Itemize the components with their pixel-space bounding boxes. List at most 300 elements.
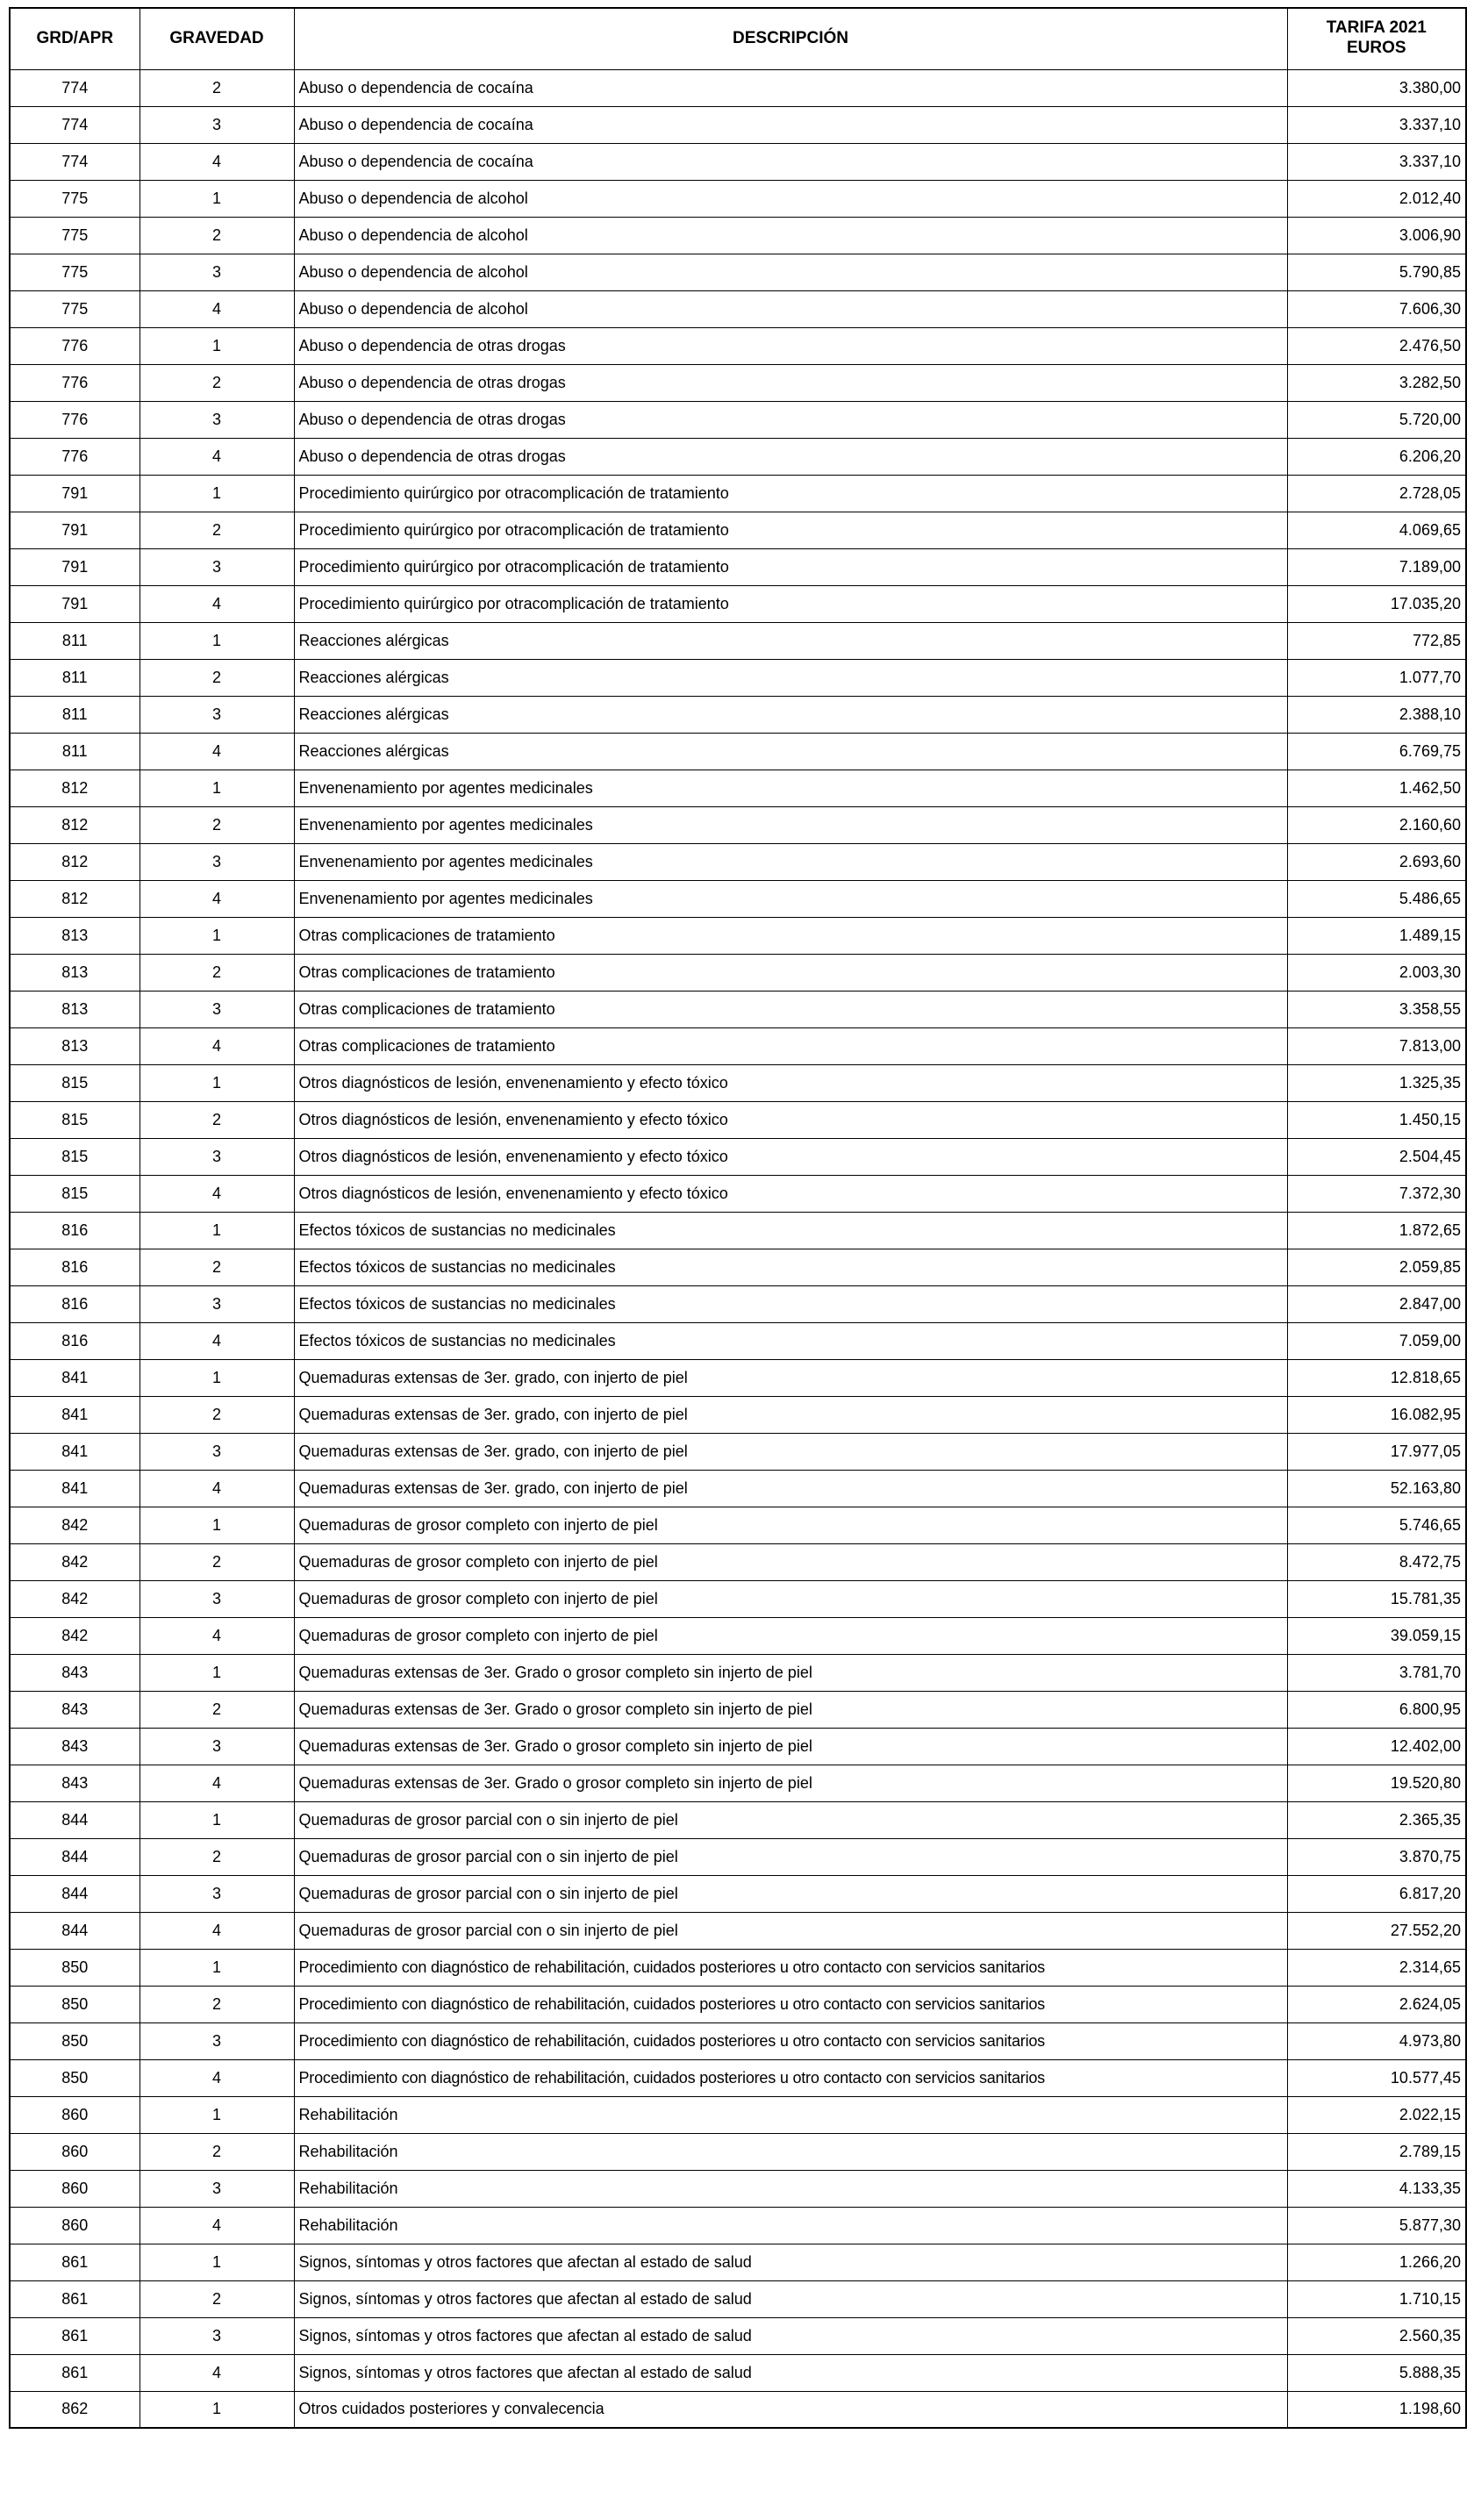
descripcion-cell: Envenenamiento por agentes medicinales: [294, 770, 1287, 806]
table-row: [10, 1212, 1466, 1249]
tarifa-cell: 3.282,50: [1287, 364, 1466, 401]
table-row: [10, 1765, 1466, 1801]
table-row: [10, 2280, 1466, 2317]
header-grd-apr-label: GRD/APR: [36, 28, 114, 47]
descripcion-cell: Abuso o dependencia de alcohol: [294, 180, 1287, 217]
gravedad-cell: 4: [140, 290, 294, 327]
grd-apr-cell: 775: [10, 254, 140, 290]
grd-apr-cell: 815: [10, 1138, 140, 1175]
tarifa-cell: 772,85: [1287, 622, 1466, 659]
table-row: [10, 806, 1466, 843]
gravedad-cell: 3: [140, 696, 294, 733]
table-row: [10, 2133, 1466, 2170]
tarifa-cell: 6.817,20: [1287, 1875, 1466, 1912]
grd-apr-cell: 850: [10, 1986, 140, 2022]
table-row: [10, 1138, 1466, 1175]
tarifa-cell: 2.624,05: [1287, 1986, 1466, 2022]
header-descripcion-label: DESCRIPCIÓN: [733, 28, 848, 47]
gravedad-cell: 3: [140, 1433, 294, 1470]
gravedad-cell: 3: [140, 1285, 294, 1322]
table-row: [10, 1175, 1466, 1212]
grd-apr-cell: 815: [10, 1101, 140, 1138]
gravedad-cell: 2: [140, 217, 294, 254]
grd-apr-cell: 813: [10, 917, 140, 954]
gravedad-cell: 1: [140, 475, 294, 512]
descripcion-cell: Abuso o dependencia de otras drogas: [294, 438, 1287, 475]
table-row: [10, 1027, 1466, 1064]
tarifa-cell: 39.059,15: [1287, 1617, 1466, 1654]
table-row: [10, 512, 1466, 548]
grd-apr-cell: 861: [10, 2354, 140, 2391]
descripcion-cell: Procedimiento con diagnóstico de rehabilitación, cuidados posteriores u otro contacto con servicios sanitarios: [294, 2059, 1287, 2096]
tarifa-cell: 12.402,00: [1287, 1728, 1466, 1765]
table-row: [10, 180, 1466, 217]
grd-apr-cell: 815: [10, 1175, 140, 1212]
table-row: [10, 1285, 1466, 1322]
table-row: [10, 1543, 1466, 1580]
gravedad-cell: 2: [140, 364, 294, 401]
grd-apr-cell: 811: [10, 622, 140, 659]
descripcion-cell: Procedimiento quirúrgico por otracomplicación de tratamiento: [294, 585, 1287, 622]
descripcion-cell: Abuso o dependencia de alcohol: [294, 254, 1287, 290]
descripcion-cell: Quemaduras de grosor parcial con o sin injerto de piel: [294, 1838, 1287, 1875]
gravedad-cell: 4: [140, 143, 294, 180]
table-row: [10, 1801, 1466, 1838]
tarifa-cell: 2.022,15: [1287, 2096, 1466, 2133]
grd-apr-cell: 860: [10, 2207, 140, 2244]
gravedad-cell: 2: [140, 2133, 294, 2170]
tarifa-cell: 3.870,75: [1287, 1838, 1466, 1875]
header-gravedad-label: GRAVEDAD: [169, 28, 264, 47]
gravedad-cell: 4: [140, 1617, 294, 1654]
descripcion-cell: Procedimiento quirúrgico por otracomplicación de tratamiento: [294, 548, 1287, 585]
gravedad-cell: 4: [140, 2059, 294, 2096]
gravedad-cell: 4: [140, 1175, 294, 1212]
table-row: [10, 438, 1466, 475]
gravedad-cell: 2: [140, 1986, 294, 2022]
gravedad-cell: 1: [140, 770, 294, 806]
gravedad-cell: 2: [140, 1691, 294, 1728]
descripcion-cell: Procedimiento con diagnóstico de rehabilitación, cuidados posteriores u otro contacto con servicios sanitarios: [294, 2022, 1287, 2059]
tarifa-cell: 7.813,00: [1287, 1027, 1466, 1064]
descripcion-cell: Otras complicaciones de tratamiento: [294, 1027, 1287, 1064]
table-row: [10, 1691, 1466, 1728]
header-gravedad: [140, 8, 294, 69]
descripcion-cell: Procedimiento con diagnóstico de rehabilitación, cuidados posteriores u otro contacto con servicios sanitarios: [294, 1949, 1287, 1986]
gravedad-cell: 3: [140, 1728, 294, 1765]
table-row: [10, 2096, 1466, 2133]
grd-apr-cell: 816: [10, 1212, 140, 1249]
table-row: [10, 2317, 1466, 2354]
table-row: [10, 880, 1466, 917]
tarifa-cell: 6.206,20: [1287, 438, 1466, 475]
gravedad-cell: 2: [140, 1543, 294, 1580]
tarifa-cell: 4.973,80: [1287, 2022, 1466, 2059]
tarifa-cell: 1.198,60: [1287, 2391, 1466, 2428]
descripcion-cell: Procedimiento con diagnóstico de rehabilitación, cuidados posteriores u otro contacto con servicios sanitarios: [294, 1986, 1287, 2022]
descripcion-cell: Otros diagnósticos de lesión, envenenamiento y efecto tóxico: [294, 1175, 1287, 1212]
descripcion-cell: Quemaduras extensas de 3er. grado, con injerto de piel: [294, 1470, 1287, 1507]
header-tarifa-line2: EUROS: [1346, 39, 1406, 58]
table-row: [10, 548, 1466, 585]
grd-apr-cell: 812: [10, 843, 140, 880]
descripcion-cell: Abuso o dependencia de alcohol: [294, 290, 1287, 327]
descripcion-cell: Quemaduras de grosor parcial con o sin injerto de piel: [294, 1801, 1287, 1838]
table-row: [10, 106, 1466, 143]
tarifa-cell: 1.872,65: [1287, 1212, 1466, 1249]
tarifa-cell: 12.818,65: [1287, 1359, 1466, 1396]
tarifa-cell: 1.710,15: [1287, 2280, 1466, 2317]
grd-apr-cell: 791: [10, 548, 140, 585]
descripcion-cell: Envenenamiento por agentes medicinales: [294, 880, 1287, 917]
grd-apr-cell: 813: [10, 954, 140, 991]
gravedad-cell: 4: [140, 1912, 294, 1949]
descripcion-cell: Quemaduras extensas de 3er. grado, con injerto de piel: [294, 1359, 1287, 1396]
gravedad-cell: 2: [140, 69, 294, 106]
tarifa-cell: 2.012,40: [1287, 180, 1466, 217]
gravedad-cell: 4: [140, 1470, 294, 1507]
gravedad-cell: 3: [140, 1875, 294, 1912]
tarifa-cell: 2.059,85: [1287, 1249, 1466, 1285]
descripcion-cell: Otros cuidados posteriores y convalecencia: [294, 2391, 1287, 2428]
descripcion-cell: Efectos tóxicos de sustancias no medicinales: [294, 1212, 1287, 1249]
grd-apr-cell: 841: [10, 1396, 140, 1433]
tarifa-cell: 2.003,30: [1287, 954, 1466, 991]
grd-apr-cell: 860: [10, 2170, 140, 2207]
tariff-table: [9, 7, 1467, 2429]
gravedad-cell: 4: [140, 1765, 294, 1801]
table-row: [10, 254, 1466, 290]
table-row: [10, 1470, 1466, 1507]
gravedad-cell: 3: [140, 254, 294, 290]
gravedad-cell: 1: [140, 917, 294, 954]
grd-apr-cell: 844: [10, 1875, 140, 1912]
grd-apr-cell: 843: [10, 1765, 140, 1801]
descripcion-cell: Quemaduras extensas de 3er. Grado o grosor completo sin injerto de piel: [294, 1765, 1287, 1801]
table-row: [10, 585, 1466, 622]
grd-apr-cell: 843: [10, 1728, 140, 1765]
gravedad-cell: 1: [140, 2391, 294, 2428]
tarifa-cell: 2.504,45: [1287, 1138, 1466, 1175]
tarifa-cell: 2.388,10: [1287, 696, 1466, 733]
descripcion-cell: Otros diagnósticos de lesión, envenenamiento y efecto tóxico: [294, 1064, 1287, 1101]
table-row: [10, 69, 1466, 106]
gravedad-cell: 3: [140, 401, 294, 438]
descripcion-cell: Quemaduras de grosor completo con injerto de piel: [294, 1580, 1287, 1617]
tarifa-cell: 1.489,15: [1287, 917, 1466, 954]
table-row: [10, 2354, 1466, 2391]
gravedad-cell: 4: [140, 1322, 294, 1359]
table-row: [10, 917, 1466, 954]
tarifa-cell: 1.077,70: [1287, 659, 1466, 696]
gravedad-cell: 4: [140, 733, 294, 770]
grd-apr-cell: 816: [10, 1285, 140, 1322]
descripcion-cell: Reacciones alérgicas: [294, 733, 1287, 770]
table-row: [10, 1396, 1466, 1433]
gravedad-cell: 3: [140, 548, 294, 585]
table-row: [10, 401, 1466, 438]
descripcion-cell: Rehabilitación: [294, 2170, 1287, 2207]
gravedad-cell: 4: [140, 1027, 294, 1064]
gravedad-cell: 1: [140, 180, 294, 217]
grd-apr-cell: 812: [10, 806, 140, 843]
gravedad-cell: 1: [140, 622, 294, 659]
table-row: [10, 1359, 1466, 1396]
grd-apr-cell: 791: [10, 585, 140, 622]
grd-apr-cell: 774: [10, 143, 140, 180]
descripcion-cell: Quemaduras extensas de 3er. Grado o grosor completo sin injerto de piel: [294, 1728, 1287, 1765]
descripcion-cell: Quemaduras de grosor completo con injerto de piel: [294, 1543, 1287, 1580]
descripcion-cell: Signos, síntomas y otros factores que afectan al estado de salud: [294, 2317, 1287, 2354]
table-row: [10, 843, 1466, 880]
table-row: [10, 1912, 1466, 1949]
gravedad-cell: 1: [140, 1801, 294, 1838]
table-row: [10, 1101, 1466, 1138]
descripcion-cell: Efectos tóxicos de sustancias no medicinales: [294, 1249, 1287, 1285]
gravedad-cell: 2: [140, 659, 294, 696]
grd-apr-cell: 844: [10, 1912, 140, 1949]
table-row: [10, 770, 1466, 806]
grd-apr-cell: 841: [10, 1433, 140, 1470]
grd-apr-cell: 844: [10, 1838, 140, 1875]
table-row: [10, 954, 1466, 991]
tarifa-cell: 17.035,20: [1287, 585, 1466, 622]
grd-apr-cell: 813: [10, 1027, 140, 1064]
descripcion-cell: Abuso o dependencia de cocaína: [294, 106, 1287, 143]
tarifa-cell: 15.781,35: [1287, 1580, 1466, 1617]
gravedad-cell: 1: [140, 2096, 294, 2133]
table-row: [10, 1875, 1466, 1912]
tarifa-cell: 2.365,35: [1287, 1801, 1466, 1838]
tarifa-cell: 10.577,45: [1287, 2059, 1466, 2096]
gravedad-cell: 3: [140, 991, 294, 1027]
descripcion-cell: Signos, síntomas y otros factores que afectan al estado de salud: [294, 2354, 1287, 2391]
table-row: [10, 327, 1466, 364]
grd-apr-cell: 776: [10, 364, 140, 401]
grd-apr-cell: 842: [10, 1617, 140, 1654]
tarifa-cell: 8.472,75: [1287, 1543, 1466, 1580]
gravedad-cell: 4: [140, 880, 294, 917]
gravedad-cell: 4: [140, 438, 294, 475]
gravedad-cell: 4: [140, 2354, 294, 2391]
grd-apr-cell: 842: [10, 1580, 140, 1617]
gravedad-cell: 2: [140, 2280, 294, 2317]
gravedad-cell: 1: [140, 1212, 294, 1249]
descripcion-cell: Abuso o dependencia de cocaína: [294, 69, 1287, 106]
descripcion-cell: Quemaduras de grosor parcial con o sin injerto de piel: [294, 1875, 1287, 1912]
grd-apr-cell: 775: [10, 217, 140, 254]
grd-apr-cell: 843: [10, 1654, 140, 1691]
tarifa-cell: 2.560,35: [1287, 2317, 1466, 2354]
grd-apr-cell: 774: [10, 106, 140, 143]
tarifa-cell: 5.790,85: [1287, 254, 1466, 290]
tarifa-cell: 4.133,35: [1287, 2170, 1466, 2207]
grd-apr-cell: 816: [10, 1249, 140, 1285]
descripcion-cell: Quemaduras de grosor completo con injerto de piel: [294, 1507, 1287, 1543]
descripcion-cell: Quemaduras extensas de 3er. grado, con injerto de piel: [294, 1396, 1287, 1433]
grd-apr-cell: 813: [10, 991, 140, 1027]
grd-apr-cell: 850: [10, 2059, 140, 2096]
gravedad-cell: 1: [140, 1654, 294, 1691]
tarifa-cell: 2.476,50: [1287, 327, 1466, 364]
header-tarifa: [1287, 8, 1466, 69]
table-row: [10, 659, 1466, 696]
grd-apr-cell: 860: [10, 2133, 140, 2170]
descripcion-cell: Signos, síntomas y otros factores que afectan al estado de salud: [294, 2244, 1287, 2280]
tarifa-cell: 5.888,35: [1287, 2354, 1466, 2391]
grd-apr-cell: 861: [10, 2317, 140, 2354]
descripcion-cell: Abuso o dependencia de alcohol: [294, 217, 1287, 254]
descripcion-cell: Quemaduras extensas de 3er. grado, con injerto de piel: [294, 1433, 1287, 1470]
table-row: [10, 733, 1466, 770]
header-grd-apr: [10, 8, 140, 69]
grd-apr-cell: 850: [10, 1949, 140, 1986]
grd-apr-cell: 791: [10, 475, 140, 512]
tariff-table-body: [10, 69, 1466, 2428]
grd-apr-cell: 791: [10, 512, 140, 548]
table-row: [10, 2244, 1466, 2280]
tarifa-cell: 2.847,00: [1287, 1285, 1466, 1322]
table-row: [10, 364, 1466, 401]
grd-apr-cell: 776: [10, 327, 140, 364]
tarifa-cell: 52.163,80: [1287, 1470, 1466, 1507]
table-row: [10, 991, 1466, 1027]
tarifa-cell: 3.337,10: [1287, 106, 1466, 143]
header-descripcion: [294, 8, 1287, 69]
tarifa-cell: 7.606,30: [1287, 290, 1466, 327]
gravedad-cell: 1: [140, 1949, 294, 1986]
gravedad-cell: 2: [140, 1249, 294, 1285]
table-row: [10, 1507, 1466, 1543]
tarifa-cell: 5.877,30: [1287, 2207, 1466, 2244]
descripcion-cell: Rehabilitación: [294, 2133, 1287, 2170]
descripcion-cell: Quemaduras extensas de 3er. Grado o grosor completo sin injerto de piel: [294, 1654, 1287, 1691]
tarifa-cell: 3.337,10: [1287, 143, 1466, 180]
gravedad-cell: 4: [140, 2207, 294, 2244]
gravedad-cell: 1: [140, 1507, 294, 1543]
gravedad-cell: 3: [140, 1138, 294, 1175]
tarifa-cell: 1.266,20: [1287, 2244, 1466, 2280]
tarifa-cell: 3.380,00: [1287, 69, 1466, 106]
gravedad-cell: 3: [140, 2170, 294, 2207]
descripcion-cell: Reacciones alérgicas: [294, 659, 1287, 696]
gravedad-cell: 3: [140, 106, 294, 143]
table-row: [10, 1654, 1466, 1691]
descripcion-cell: Signos, síntomas y otros factores que afectan al estado de salud: [294, 2280, 1287, 2317]
descripcion-cell: Abuso o dependencia de otras drogas: [294, 327, 1287, 364]
tarifa-cell: 7.189,00: [1287, 548, 1466, 585]
grd-apr-cell: 861: [10, 2280, 140, 2317]
tarifa-cell: 17.977,05: [1287, 1433, 1466, 1470]
grd-apr-cell: 843: [10, 1691, 140, 1728]
table-row: [10, 475, 1466, 512]
gravedad-cell: 1: [140, 327, 294, 364]
grd-apr-cell: 774: [10, 69, 140, 106]
descripcion-cell: Otras complicaciones de tratamiento: [294, 954, 1287, 991]
tarifa-cell: 5.486,65: [1287, 880, 1466, 917]
tarifa-cell: 6.800,95: [1287, 1691, 1466, 1728]
descripcion-cell: Quemaduras extensas de 3er. Grado o grosor completo sin injerto de piel: [294, 1691, 1287, 1728]
descripcion-cell: Otros diagnósticos de lesión, envenenamiento y efecto tóxico: [294, 1101, 1287, 1138]
gravedad-cell: 1: [140, 2244, 294, 2280]
grd-apr-cell: 815: [10, 1064, 140, 1101]
gravedad-cell: 3: [140, 843, 294, 880]
descripcion-cell: Otras complicaciones de tratamiento: [294, 917, 1287, 954]
gravedad-cell: 2: [140, 512, 294, 548]
descripcion-cell: Reacciones alérgicas: [294, 696, 1287, 733]
gravedad-cell: 1: [140, 1359, 294, 1396]
tarifa-cell: 3.358,55: [1287, 991, 1466, 1027]
tarifa-cell: 7.372,30: [1287, 1175, 1466, 1212]
grd-apr-cell: 812: [10, 880, 140, 917]
descripcion-cell: Efectos tóxicos de sustancias no medicinales: [294, 1322, 1287, 1359]
tarifa-cell: 2.728,05: [1287, 475, 1466, 512]
table-row: [10, 2022, 1466, 2059]
table-row: [10, 143, 1466, 180]
grd-apr-cell: 862: [10, 2391, 140, 2428]
table-row: [10, 2059, 1466, 2096]
gravedad-cell: 3: [140, 1580, 294, 1617]
grd-apr-cell: 775: [10, 180, 140, 217]
table-row: [10, 1949, 1466, 1986]
grd-apr-cell: 811: [10, 659, 140, 696]
tarifa-cell: 2.789,15: [1287, 2133, 1466, 2170]
tarifa-cell: 16.082,95: [1287, 1396, 1466, 1433]
gravedad-cell: 2: [140, 1101, 294, 1138]
grd-apr-cell: 841: [10, 1470, 140, 1507]
grd-apr-cell: 850: [10, 2022, 140, 2059]
table-row: [10, 1728, 1466, 1765]
descripcion-cell: Abuso o dependencia de cocaína: [294, 143, 1287, 180]
descripcion-cell: Envenenamiento por agentes medicinales: [294, 806, 1287, 843]
tarifa-cell: 7.059,00: [1287, 1322, 1466, 1359]
table-row: [10, 1433, 1466, 1470]
table-row: [10, 1064, 1466, 1101]
gravedad-cell: 2: [140, 806, 294, 843]
gravedad-cell: 2: [140, 1838, 294, 1875]
gravedad-cell: 3: [140, 2317, 294, 2354]
table-row: [10, 622, 1466, 659]
descripcion-cell: Rehabilitación: [294, 2096, 1287, 2133]
tarifa-cell: 2.314,65: [1287, 1949, 1466, 1986]
table-header-row: [10, 8, 1466, 69]
grd-apr-cell: 776: [10, 438, 140, 475]
grd-apr-cell: 812: [10, 770, 140, 806]
grd-apr-cell: 844: [10, 1801, 140, 1838]
tarifa-cell: 6.769,75: [1287, 733, 1466, 770]
grd-apr-cell: 811: [10, 696, 140, 733]
descripcion-cell: Otras complicaciones de tratamiento: [294, 991, 1287, 1027]
grd-apr-cell: 841: [10, 1359, 140, 1396]
grd-apr-cell: 775: [10, 290, 140, 327]
table-row: [10, 1838, 1466, 1875]
descripcion-cell: Procedimiento quirúrgico por otracomplicación de tratamiento: [294, 512, 1287, 548]
tarifa-cell: 2.693,60: [1287, 843, 1466, 880]
table-row: [10, 1322, 1466, 1359]
descripcion-cell: Rehabilitación: [294, 2207, 1287, 2244]
gravedad-cell: 3: [140, 2022, 294, 2059]
table-row: [10, 1580, 1466, 1617]
tarifa-cell: 2.160,60: [1287, 806, 1466, 843]
descripcion-cell: Otros diagnósticos de lesión, envenenamiento y efecto tóxico: [294, 1138, 1287, 1175]
descripcion-cell: Efectos tóxicos de sustancias no medicinales: [294, 1285, 1287, 1322]
descripcion-cell: Reacciones alérgicas: [294, 622, 1287, 659]
descripcion-cell: Abuso o dependencia de otras drogas: [294, 364, 1287, 401]
gravedad-cell: 2: [140, 954, 294, 991]
table-row: [10, 1986, 1466, 2022]
descripcion-cell: Abuso o dependencia de otras drogas: [294, 401, 1287, 438]
table-row: [10, 2391, 1466, 2428]
